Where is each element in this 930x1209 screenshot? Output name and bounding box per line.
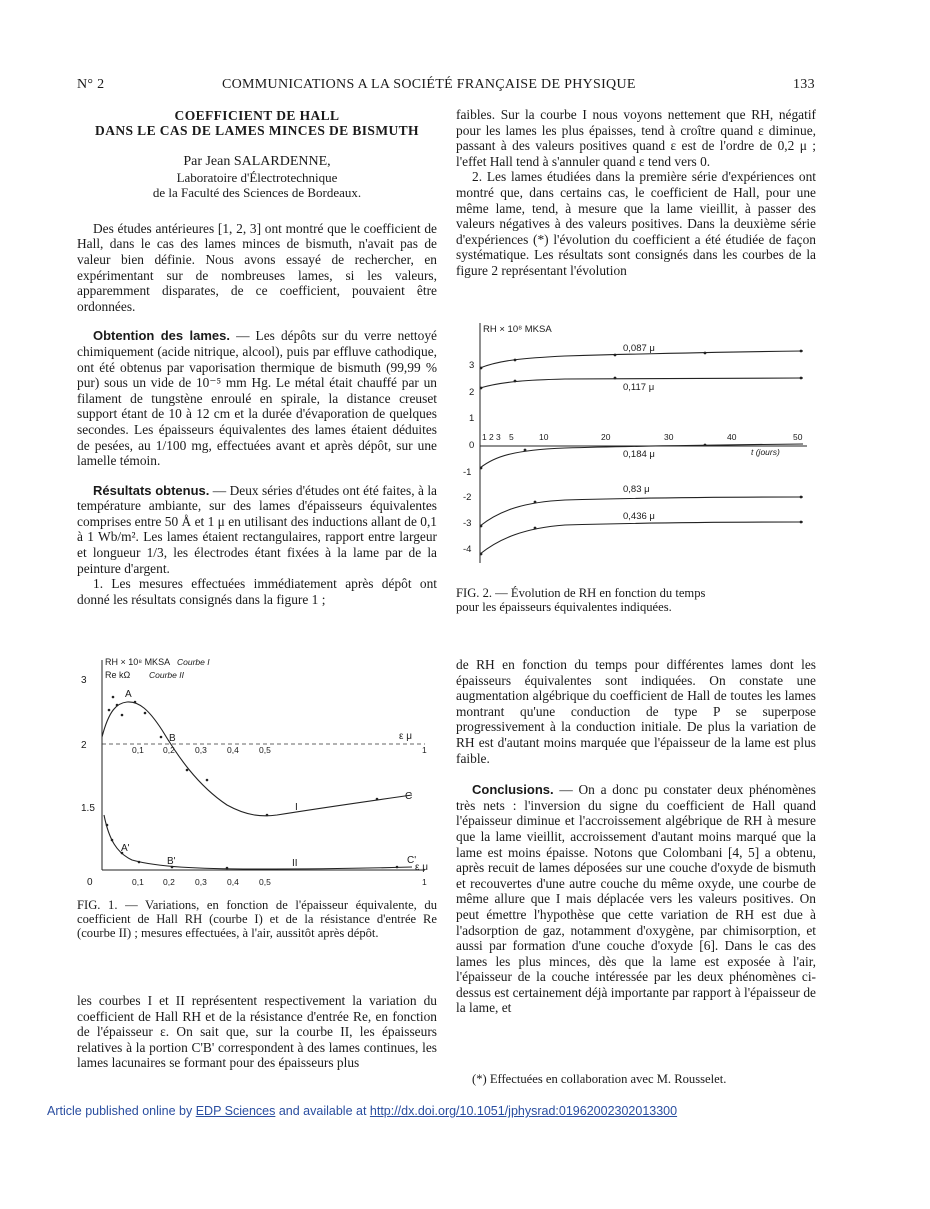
fig1-xtick-u-1: 0,1 [132,745,144,755]
affiliation-line1: Laboratoire d'Électrotechnique [176,169,338,185]
item1-paragraph: 1. Les mesures effectuées immédiatement après dépôt ont donné les résultats consignés dans la figure 1 ; [77,576,437,607]
resultats-text: — Deux séries d'études ont été faites, à la température ambiante, sur des lames d'épaisseurs équivalentes comprises entre 50 Å et 1 μ en utilisant des inductions allant de 0,1 à 1 Wb/m². Les lames étaient rectangulaires, rapport entre largeur et longueur 1/3, les électrodes étant fixées à la lame par de la peinture d'argent. [77,482,437,576]
figure2 [455,318,815,578]
fig2-ylabel: RH × 10⁸ MKSA [483,324,552,335]
publisher-link[interactable]: EDP Sciences [195,1104,276,1118]
fig1-label-courbe2: Courbe II [149,670,184,680]
page-section-number: N° 2 [77,77,105,92]
fig2-series-label-0184: 0,184 μ [623,449,655,460]
fig2-xtick-1: 1 [482,432,487,442]
figure2-caption-line2: pour les épaisseurs équivalentes indiquées. [456,600,672,614]
fig1-xtick-l-5: 0,5 [259,877,271,887]
fig1-xtick-u-4: 0,4 [227,745,239,755]
fig1-xtick-u-5: 0,5 [259,745,271,755]
fig1-xtick-u-3: 0,3 [195,745,207,755]
fig1-xunit-lower: ε μ [415,862,428,873]
fig1-left-tick-0: 3 [81,675,87,686]
fig1-point-A-prime: A' [121,843,130,854]
fig1-label-re: Re kΩ [105,670,131,680]
fig1-label-courbe1: Courbe I [177,657,210,667]
fig2-xtick-5: 5 [509,432,514,442]
fig2-series-label-083: 0,83 μ [623,484,650,495]
fig1-data-points [106,696,399,870]
conclusions-text: — On a donc pu constater deux phénomènes très nets : l'inversion du signe du coefficient de Hall quand l'épaisseur diminue et l'accroissement algébrique de RH à mesure que la lame vieillit, accroissement d'autant moins marqué que la lame est moins épaisse. Notons que Colombani [4, 5] a obtenu, après recuit de lames déposées sur une couche d'oxyde de bismuth et recouvertes d'une autre couche du même oxyde, une courbe de même allure que I mais déplacée vers les valeurs positives. On peut émettre l'hypothèse que cette variation de RH est due à l'adsorption de gaz, notamment d'oxygène, par chimisorption, et aussi par formation d'une couche d'oxyde [6]. Dans le cas des lames les plus minces, dès que la lame est exposée à l'air, l'épaisseur de la couche intéressée par les deux phénomènes ci-dessus est certainement déjà importante par rapport à l'épaisseur de la lame, et [456,782,816,1016]
fig1-xtick-u-2: 0,2 [163,745,175,755]
running-title: COMMUNICATIONS A LA SOCIÉTÉ FRANÇAISE DE PHYSIQUE [222,77,636,92]
right-column-bottom [456,657,816,1016]
fig2-ytick-m2: -2 [463,492,472,503]
fig1-point-A: A [125,689,132,700]
fig1-curve-II [104,815,412,869]
resultats-heading: Résultats obtenus. [93,482,210,498]
page-number: 133 [793,77,815,92]
fig2-xtick-20: 20 [601,432,611,442]
affiliation-line2: de la Faculté des Sciences de Bordeaux. [152,185,362,201]
fig1-point-B: B [169,733,176,744]
fig1-xtick-l-3: 0,3 [195,877,207,887]
fig2-ytick-2: 2 [469,387,475,398]
fig2-xtick-10: 10 [539,432,549,442]
fig2-ytick-m1: -1 [463,467,472,478]
footer-prefix: Article published online by [47,1104,196,1118]
doi-link[interactable]: http://dx.doi.org/10.1051/jphysrad:01962002302013300 [369,1104,678,1118]
fig1-left-tick-2: 1.5 [81,803,95,814]
left-column [77,108,437,607]
obtention-paragraph [77,328,437,468]
figure1-caption: FIG. 1. — Variations, en fonction de l'épaisseur équivalente, du coefficient de Hall RH (courbe I) et de la résistance d'entrée Re (courbe II) ; mesures effectuées, à l'air, aussitôt après dépôt. [77,898,437,940]
fig1-curve-I [102,702,412,816]
right-top-paragraph: faibles. Sur la courbe I nous voyons nettement que RH, négatif pour les lames les plus épaisses, tend à croître quand ε diminue, passant à des valeurs positives quand ε est de l'ordre de 0,2 μ ; l'effet Hall tend à s'annuler quand ε tend vers 0. [456,107,816,169]
fig1-curve-label-I: I [295,802,298,813]
figure1 [77,655,442,895]
figure2-caption-line1: FIG. 2. — Évolution de RH en fonction du temps [456,586,706,600]
obtention-text: — Les dépôts sur du verre nettoyé chimiquement (acide nitrique, alcool), puis par effluve cathodique, ont été obtenus par vaporisation thermique de bismuth (99,99 % pur) sous un vide de 10⁻⁵ mm Hg. Le métal était chauffé par un filament de tungstène enroulé en spirale, la distance creuset support étant de 10 à 12 cm et la durée d'évaporation de quelques secondes. Les épaisseurs équivalentes des lames étaient déduites de pesées, au 1/100 mg, effectuées avant et après dépôt, sur une lamelle témoin. [77,328,437,469]
fig1-xtick-u-6: 1 [422,745,427,755]
fig1-xunit-upper: ε μ [399,731,412,742]
article-title-line2: DANS LE CAS DE LAMES MINCES DE BISMUTH [95,123,419,138]
conclusions-paragraph [456,782,816,1016]
fig1-xtick-l-1: 0,1 [132,877,144,887]
fig1-left-tick-3: 0 [87,877,93,888]
fig1-point-B-prime: B' [167,856,176,867]
fig2-series-label-0436: 0,436 μ [623,511,655,522]
fig1-point-C-prime: C' [407,855,417,866]
footer-middle: and available at [275,1104,370,1118]
intro-paragraph: Des études antérieures [1, 2, 3] ont montré que le coefficient de Hall, dans le cas des lames minces de bismuth, n'avait pas de valeur bien définie. Nous avons essayé de rechercher, en expérimentant sur de nombreuses lames, si les valeurs, apparemment disparates, de ce coefficient, pouvaient être ordonnées. [77,220,437,314]
fig2-xtick-3: 3 [496,432,501,442]
fig1-label-rh: RH × 10⁸ MKSA [105,657,171,667]
fig2-curve-0436 [480,522,803,554]
fig2-xtick-50: 50 [793,432,803,442]
fig2-xtick-30: 30 [664,432,674,442]
fig1-xtick-l-2: 0,2 [163,877,175,887]
fig1-xtick-l-6: 1 [422,877,427,887]
right-after-fig-paragraph: de RH en fonction du temps pour différentes lames dont les épaisseurs équivalentes sont indiquées. On constate une augmentation algébrique du coefficient de Hall de toutes les lames montrant qu'une conduction de type P se superpose progressivement à la conduction initiale. De plus la variation de RH est d'autant moins marquée que l'épaisseur de la lame est plus faible. [456,657,816,766]
fig2-ytick-m4: -4 [463,544,472,555]
obtention-heading: Obtention des lames. [93,328,230,344]
fig2-xtick-2: 2 [489,432,494,442]
figure2-caption [456,586,816,614]
right-column-top [456,107,816,279]
fig2-ytick-m3: -3 [463,518,472,529]
fig1-curve-label-II: II [292,858,298,869]
fig2-ytick-3: 3 [469,360,475,371]
item2-paragraph: 2. Les lames étudiées dans la première série d'expériences ont montré que, dans certains cas, le coefficient de Hall, pour une même lame, tend, à mesure que la lame vieillit, à passer des valeurs négatives à des valeurs positives. Dans la deuxième série d'expériences (*) l'évolution du coefficient a été étudiée de façon systématique. Les résultats sont consignés dans les courbes de la figure 2 représentant l'évolution [456,169,816,278]
fig1-point-C: C [405,791,413,802]
author: Par Jean SALARDENNE, [183,154,331,169]
resultats-paragraph [77,483,437,577]
article-title-line1: COEFFICIENT DE HALL [174,108,340,123]
left-column-bottom [77,993,437,1071]
left-after-fig-paragraph: les courbes I et II représentent respectivement la variation du coefficient de Hall RH et de la résistance d'entrée Re, en fonction de l'épaisseur ε. On sait que, sur la courbe II, les épaisseurs relatives à la portion C'B' correspondent à des lames continues, les lames lacunaires se formant pour des épaisseurs plus [77,993,437,1071]
conclusions-heading: Conclusions. [472,782,554,798]
fig2-xtick-40: 40 [727,432,737,442]
footnote: (*) Effectuées en collaboration avec M. Rousselet. [472,1072,727,1086]
publisher-footer [47,1104,677,1118]
fig2-xlabel: t (jours) [751,447,780,457]
fig2-series-label-0117: 0,117 μ [623,382,655,393]
fig1-xtick-l-4: 0,4 [227,877,239,887]
fig2-series-label-0087: 0,087 μ [623,343,655,354]
fig2-ytick-0: 0 [469,440,475,451]
fig2-ytick-1: 1 [469,413,475,424]
fig1-left-tick-1: 2 [81,740,87,751]
